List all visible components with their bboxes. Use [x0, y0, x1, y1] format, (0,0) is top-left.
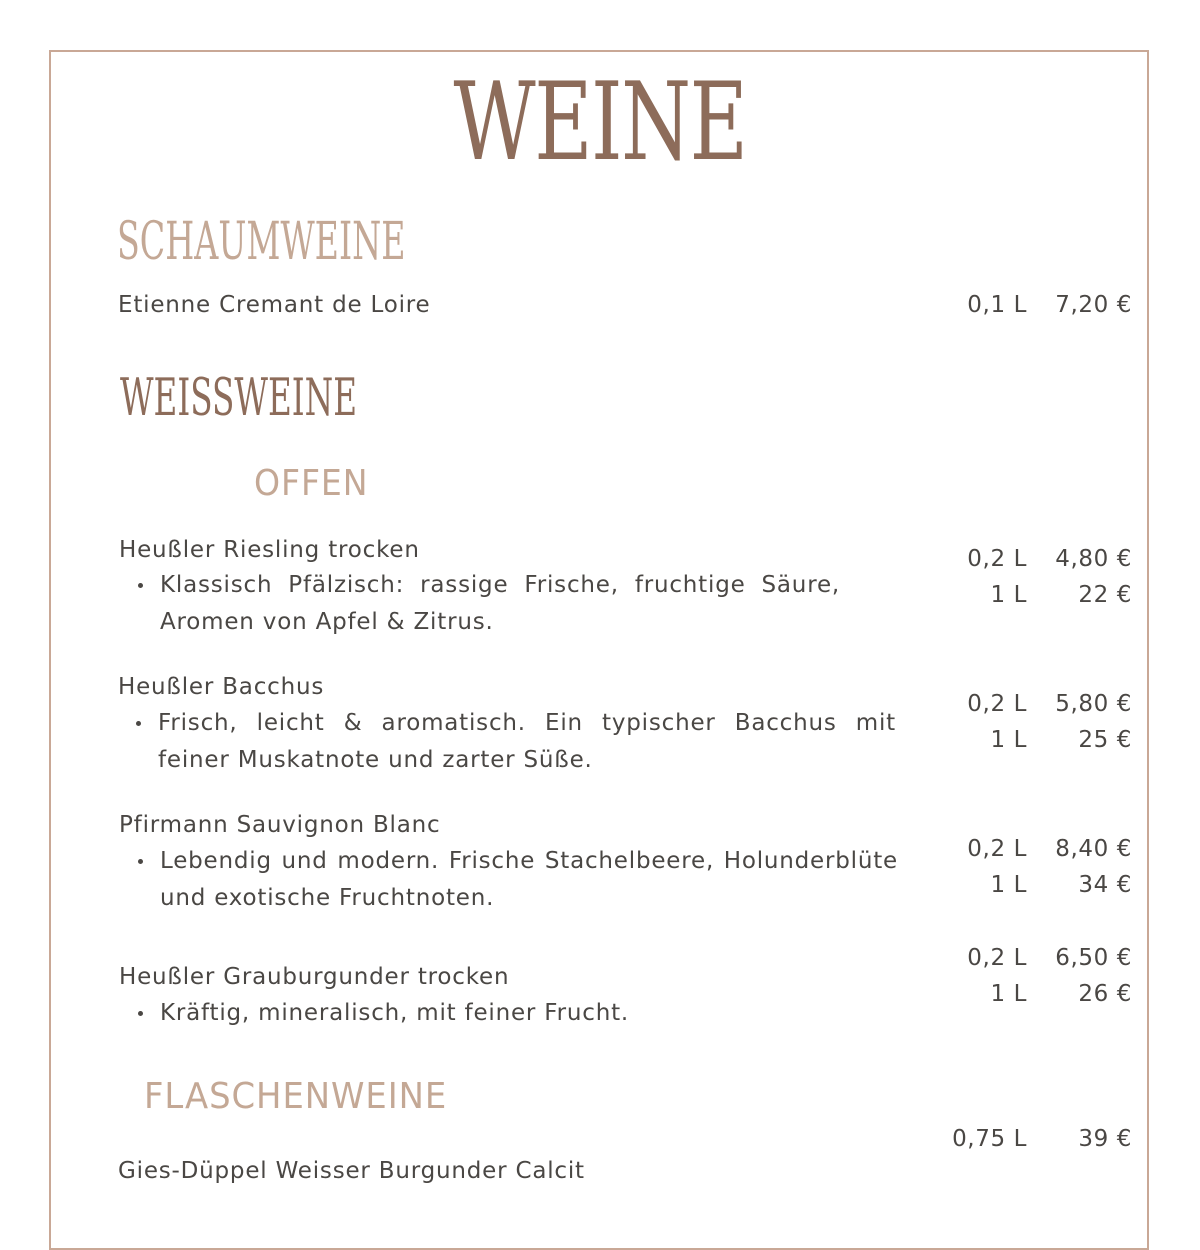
item-name: Etienne Cremant de Loire [118, 292, 431, 318]
item-volume: 1 L [990, 872, 1027, 898]
item-name: Heußler Grauburgunder trocken [119, 964, 510, 990]
item-name: Heußler Riesling trocken [119, 537, 420, 563]
item-price: 34 € [1078, 872, 1132, 898]
item-name: Pfirmann Sauvignon Blanc [119, 812, 441, 838]
page-title: WEINE [453, 60, 747, 185]
item-name: Gies-Düppel Weisser Burgunder Calcit [118, 1158, 585, 1184]
item-volume: 1 L [990, 727, 1027, 753]
item-price: 39 € [1078, 1126, 1132, 1152]
item-volume: 0,1 L [967, 292, 1027, 318]
subsection-heading-offen: OFFEN [254, 463, 369, 504]
section-heading-schaumweine: SCHAUMWEINE [117, 212, 406, 272]
item-price: 25 € [1078, 727, 1132, 753]
item-price: 6,50 € [1055, 945, 1132, 971]
item-description: Lebendig und modern. Frische Stachelbeere, Holunderblüte und exotische Fruchtnoten. [160, 843, 898, 917]
item-volume: 1 L [990, 981, 1027, 1007]
item-price: 4,80 € [1055, 546, 1132, 572]
item-description: Klassisch Pfälzisch: rassige Frische, fruchtige Säure, Aromen von Apfel & Zitrus. [160, 567, 840, 641]
section-heading-weissweine: WEISSWEINE [120, 369, 358, 428]
item-price: 22 € [1078, 582, 1132, 608]
item-volume: 0,2 L [967, 836, 1027, 862]
item-volume: 0,2 L [967, 945, 1027, 971]
item-description: Frisch, leicht & aromatisch. Ein typischer Bacchus mit feiner Muskatnote und zarter Süße. [158, 705, 896, 779]
item-volume: 0,2 L [967, 691, 1027, 717]
item-volume: 0,2 L [967, 546, 1027, 572]
item-description: Kräftig, mineralisch, mit feiner Frucht. [160, 995, 860, 1032]
item-price: 5,80 € [1055, 691, 1132, 717]
subsection-heading-flaschenweine: FLASCHENWEINE [144, 1076, 448, 1117]
item-price: 26 € [1078, 981, 1132, 1007]
item-volume: 1 L [990, 582, 1027, 608]
item-volume: 0,75 L [952, 1126, 1027, 1152]
item-price: 8,40 € [1055, 836, 1132, 862]
item-price: 7,20 € [1055, 292, 1132, 318]
item-name: Heußler Bacchus [118, 674, 325, 700]
